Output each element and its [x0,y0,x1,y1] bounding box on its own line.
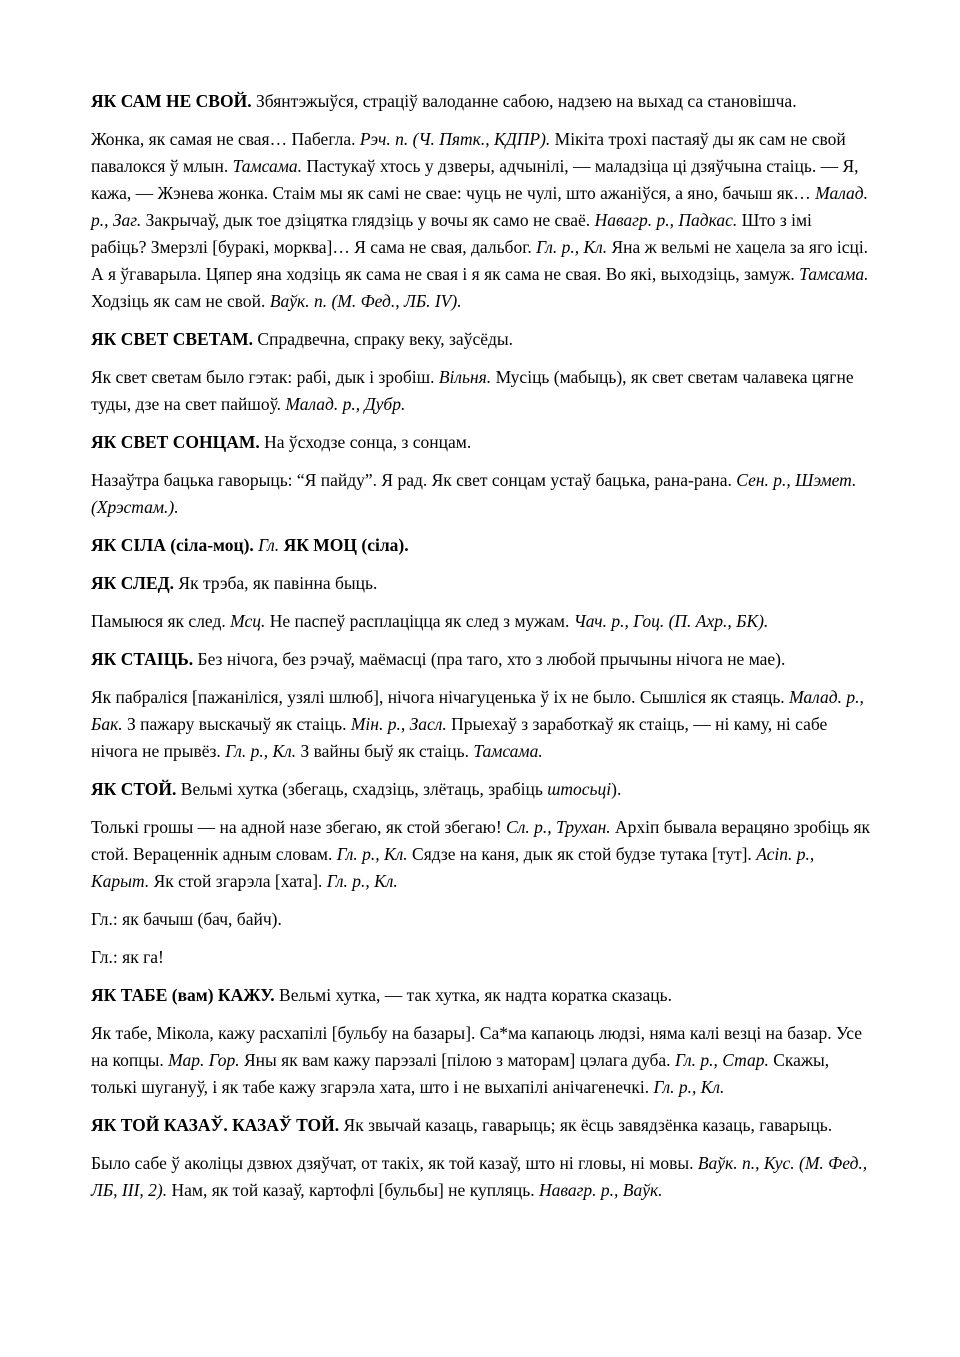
source-citation: Чач. р., Гоц. (П. Ахр., БК). [573,611,769,631]
text-run: Як табе, Мікола, кажу расхапілі [бульбу на базары]. Са*ма капаюць людзі, няма калі везці на базар. Усе на копцы. [91,1023,863,1070]
text-run: Што з імі рабіць? Змерзлі [буракі, морква]… Я сама не свая, дальбог. [91,210,812,257]
usage-examples-paragraph [91,126,871,315]
text-run: Як трэба, як павінна быць. [174,573,378,593]
text-run: Без нічога, без рэчаў, маёмасці (пра таго, хто з любой прычыны нічога не мае). [193,649,786,669]
text-run: Гл.: як га! [91,947,164,967]
headword-text: ЯК СТОЙ. [91,779,177,799]
headword-text: ЯК МОЦ (сіла). [283,535,409,555]
source-citation: Тамсама. [799,264,869,284]
text-run: Як звычай казаць, гаварыць; як ёсць завядзёнка казаць, гаварыць. [339,1115,833,1135]
usage-examples-paragraph [91,1150,871,1204]
source-citation: Гл. р., Кл. [536,237,608,257]
source-citation: Мін. р., Засл. [350,714,447,734]
text-run: Як свет светам было гэтак: рабі, дык і зробіш. [91,367,439,387]
text-run: Збянтэжыўся, страціў валоданне сабою, надзею на выхад са становішча. [251,91,797,111]
dictionary-entry-paragraph [91,532,871,559]
source-citation: Асіп. р., Карыт. [91,844,815,891]
text-run: Скажы, толькі шугануў, і як табе кажу згарэла хата, што і не выхапілі анічагенечкі. [91,1050,830,1097]
text-run: ). [611,779,622,799]
dictionary-entry-paragraph [91,326,871,353]
text-run: Архіп бывала верацяно зробіць як стой. Вераценнік адным словам. [91,817,871,864]
source-citation: Малад. р., Заг. [91,183,869,230]
usage-examples-paragraph [91,467,871,521]
dictionary-entry-paragraph [91,570,871,597]
text-run: Мусіць (мабыць), як свет светам чалавека цягне туды, дзе на свет пайшоў. [91,367,854,414]
text-run: На ўсходзе сонца, з сонцам. [259,432,472,452]
usage-examples-paragraph [91,608,871,635]
source-citation: Гл. р., Стар. [674,1050,769,1070]
source-citation: Тамсама. [473,741,543,761]
dictionary-entry-paragraph [91,1112,871,1139]
document-body [91,88,871,1204]
text-run: Сядзе на каня, дык як стой будзе тутака [тут]. [407,844,757,864]
source-citation: штосьці [547,779,612,799]
dictionary-entry-paragraph [91,982,871,1009]
dictionary-entry-paragraph [91,776,871,803]
source-citation: Гл. р., Кл. [326,871,398,891]
cross-reference-note [91,944,871,971]
text-run: Толькі грошы — на адной назе збегаю, як стой збегаю! [91,817,507,837]
source-citation: Мар. Гор. [168,1050,240,1070]
source-citation: Ваўк. п. (М. Фед., ЛБ. IV). [269,291,462,311]
headword-text: ЯК СТАІЦЬ. [91,649,194,669]
text-run: Не паспеў расплаціцца як след з мужам. [265,611,574,631]
text-run: Як стой згарэла [хата]. [149,871,327,891]
source-citation: Малад. р., Бак. [91,687,864,734]
text-run: Вельмі хутка, — так хутка, як надта коратка сказаць. [274,985,672,1005]
text-run: Памыюся як след. [91,611,231,631]
cross-reference-note [91,906,871,933]
source-citation: Сен. р., Шэмет. (Хрэстам.). [91,470,857,517]
text-run: Спрадвечна, спраку веку, заўсёды. [253,329,514,349]
source-citation: Навагр. р., Падкас. [594,210,738,230]
text-run: Гл.: як бачыш (бач, байч). [91,909,282,929]
headword-text: ЯК ТАБЕ (вам) КАЖУ. [91,985,275,1005]
text-run: Яны як вам кажу парэзалі [пілою з маторам] цэлага дуба. [239,1050,675,1070]
usage-examples-paragraph [91,684,871,765]
headword-text: ЯК СІЛА (сіла-моц). [91,535,254,555]
source-citation: Гл. р., Кл. [225,741,297,761]
headword-text: ЯК ТОЙ КАЗАЎ. КАЗАЎ ТОЙ. [91,1115,340,1135]
text-run: Ходзіць як сам не свой. [91,291,270,311]
dictionary-entry-paragraph [91,88,871,115]
dictionary-entry-paragraph [91,646,871,673]
source-citation: Рэч. п. (Ч. Пятк., КДПР). [359,129,551,149]
text-run: Прыехаў з заработкаў як стаіць, — ні каму, ні сабе нічога не прывёз. [91,714,828,761]
usage-examples-paragraph [91,364,871,418]
source-citation: Тамсама. [232,156,303,176]
source-citation: Малад. р., Дубр. [285,394,406,414]
text-run: З пажару выскачыў як стаіць. [122,714,351,734]
text-run: Было сабе ў аколіцы дзвюх дзяўчат, от такіх, як той казаў, што ні гловы, ні мовы. [91,1153,698,1173]
headword-text: ЯК СВЕТ СОНЦАМ. [91,432,260,452]
usage-examples-paragraph [91,1020,871,1101]
text-run: З вайны быў як стаіць. [296,741,474,761]
dictionary-entry-paragraph [91,429,871,456]
text-run: Як пабраліся [пажаніліся, узялі шлюб], нічога нічагуценька ў іх не было. Сышліся як стаяць. [91,687,790,707]
source-citation: Сл. р., Трухан. [506,817,611,837]
source-citation: Ваўк. п., Кус. (М. Фед., ЛБ, III, 2). [91,1153,868,1200]
source-citation: Гл. р., Кл. [336,844,408,864]
text-run: Пастукаў хтось у дзверы, адчынілі, — маладзіца ці дзяўчына стаіць. — Я, кажа, — Жэнева жонка. Стаім мы як самі не свае: чуць не чулі, што ажаніўся, а яно, бачыш як… [91,156,859,203]
source-citation: Вільня. [438,367,492,387]
headword-text: ЯК СЛЕД. [91,573,175,593]
headword-text: ЯК СВЕТ СВЕТАМ. [91,329,254,349]
text-run: Назаўтра бацька гаворыць: “Я пайду”. Я рад. Як свет сонцам устаў бацька, рана-рана. [91,470,737,490]
text-run: Закрычаў, дык тое дзіцятка глядзіць у вочы як само не сваё. [141,210,595,230]
text-run: Вельмі хутка (збегаць, схадзіць, злётаць, зрабіць [176,779,548,799]
text-run: Яна ж вельмі не хацела за яго ісці. А я ўгаварыла. Цяпер яна ходзіць як сама не свая і я як сама не свая. Во які, выходзіць, замуж. [91,237,869,284]
source-citation: Навагр. р., Ваўк. [538,1180,663,1200]
source-citation: Мсц. [230,611,266,631]
source-citation: Гл. р., Кл. [653,1077,725,1097]
text-run: Нам, як той казаў, картофлі [бульбы] не купляць. [167,1180,539,1200]
text-run: Мікіта трохі пастаяў ды як сам не свой павалокся ў млын. [91,129,846,176]
headword-text: ЯК САМ НЕ СВОЙ. [91,91,252,111]
source-citation: Гл. [258,535,280,555]
text-run: Жонка, як самая не свая… Пабегла. [91,129,360,149]
usage-examples-paragraph [91,814,871,895]
